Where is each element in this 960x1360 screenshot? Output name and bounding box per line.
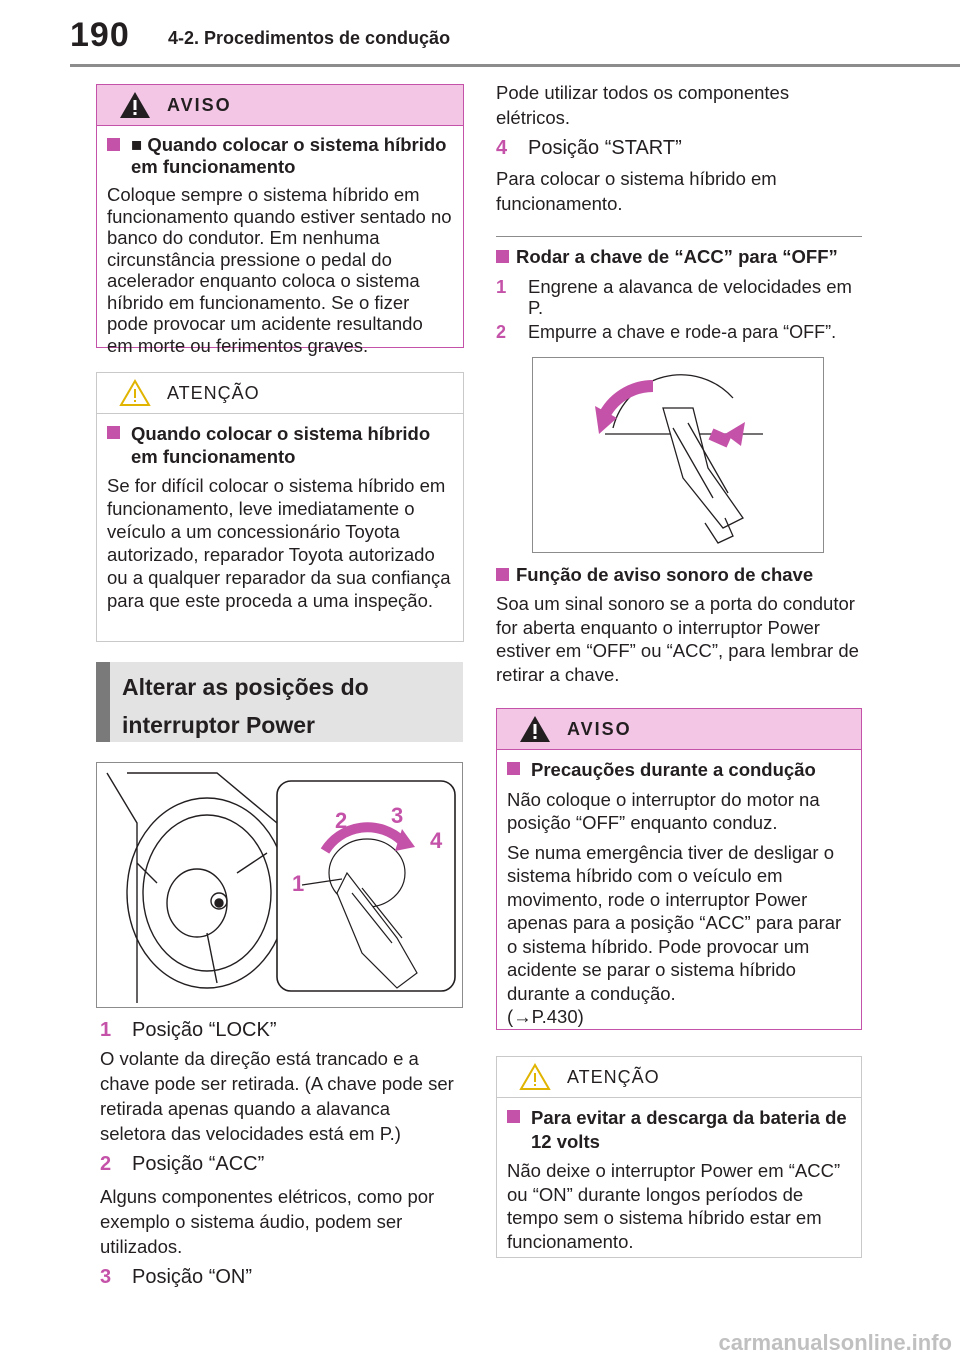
step-acc: 2 Posição “ACC”: [100, 1153, 265, 1175]
warning-box-text-2: Se numa emergência tiver de desligar o sistema híbrido com o veículo em movimento, rode o interruptor Power apenas para a posição “ACC” para parar o sistema híbrido. Pode provocar um acidente se parar o sistema híbrido durante a condução.: [507, 841, 842, 1004]
position-label-4: 4: [430, 828, 443, 853]
step-acc-desc: Alguns componentes elétricos, como por exemplo o sistema áudio, podem ser utilizados.: [100, 1186, 435, 1257]
caution-box-header: [497, 1057, 861, 1098]
caution-box-label: ATENÇÃO: [567, 1067, 660, 1087]
caution-triangle-icon: [519, 1063, 551, 1091]
step-start: 4 Posição “START”: [496, 137, 682, 159]
caution-box-text: Não deixe o interruptor Power em “ACC” ou “ON” durante longos períodos de tempo sem o sistema híbrido estar em funcionamento.: [507, 1160, 841, 1252]
square-bullet-icon: [496, 568, 509, 581]
rotate-left-arrow-icon: [603, 386, 653, 418]
push-arrow-icon: [711, 434, 729, 442]
square-bullet-icon: [107, 138, 120, 151]
caution-box-header: [97, 373, 463, 414]
key-rotation-illustration: [532, 357, 824, 553]
page-number: 190: [70, 16, 130, 54]
key-drawing: [533, 358, 823, 552]
caution-box-text: Se for difícil colocar o sistema híbrido em funcionamento, leve imediatamente o veículo a um concessionário Toyota autorizado, reparador Toyota autorizado ou a qualquer reparador da sua confiança para que este proceda a uma inspeção.: [107, 475, 451, 611]
warning-box-start: [96, 84, 464, 356]
header-rule: [70, 64, 960, 67]
caution-box-battery: [496, 1056, 862, 1258]
acc-step-1: 1 Engrene a alavanca de velocidades em P.: [496, 276, 852, 318]
section-title: 4-2. Procedimentos de condução: [168, 28, 451, 48]
power-switch-illustration: [96, 762, 463, 1008]
step-start-desc: Para colocar o sistema híbrido em funcionamento.: [496, 168, 777, 214]
warning-box-driving: [496, 708, 862, 1030]
warning-box-label: AVISO: [567, 719, 632, 739]
step-on: 3 Posição “ON”: [100, 1266, 253, 1288]
page-reference[interactable]: (→P.430): [507, 1006, 584, 1027]
caution-triangle-icon: [119, 379, 151, 407]
caution-box-subtitle: Quando colocar o sistema híbrido em funcionamento: [107, 422, 453, 468]
dashboard-drawing: [97, 763, 462, 1007]
section-heading: Alterar as posições do interruptor Power: [96, 662, 463, 742]
subhead-acc-off: Rodar a chave de “ACC” para “OFF”: [496, 246, 882, 268]
caution-box-label: ATENÇÃO: [167, 383, 260, 403]
position-label-2: 2: [335, 808, 348, 833]
step-lock-desc: O volante da direção está trancado e a chave pode ser retirada. (A chave pode ser retirada apenas quando a alavanca seletora das velocidades está em P.): [100, 1048, 454, 1144]
step-on-desc: Pode utilizar todos os componentes elétricos.: [496, 82, 790, 128]
warning-triangle-icon: [519, 715, 551, 743]
buzzer-desc: Soa um sinal sonoro se a porta do condutor for aberta enquanto o interruptor Power estiver em “OFF” ou “ACC”, para lembrar de retirar a chave.: [496, 593, 859, 685]
warning-box-label: AVISO: [167, 95, 232, 115]
caution-box-start: [96, 372, 464, 642]
caution-box-subtitle: Para evitar a descarga da bateria de 12 volts: [507, 1106, 851, 1153]
subhead-buzzer: Função de aviso sonoro de chave: [496, 564, 882, 586]
square-bullet-icon: [507, 762, 520, 775]
position-label-3: 3: [391, 803, 404, 828]
warning-box-text-1: Não coloque o interruptor do motor na posição “OFF” enquanto conduz.: [507, 788, 820, 833]
square-bullet-icon: [107, 426, 120, 439]
divider: [496, 236, 862, 237]
square-bullet-icon: [507, 1110, 520, 1123]
acc-step-2: 2 Empurre a chave e rode-a para “OFF”.: [496, 322, 837, 342]
warning-triangle-icon: [119, 91, 151, 119]
position-label-1: 1: [292, 871, 305, 896]
watermark: carmanualsonline.info: [718, 1330, 952, 1355]
square-bullet-icon: [496, 250, 509, 263]
warning-box-text: Coloque sempre o sistema híbrido em funcionamento quando estiver sentado no banco do condutor. Em nenhuma circunstância pressione o pedal do acelerador enquanto coloca o sistema híbrido em funcionamento. Se o fizer pode provocar um acidente resultando em morte ou ferimentos graves.: [107, 184, 452, 356]
warning-box-subtitle: Precauções durante a condução: [507, 758, 851, 782]
step-lock: 1 Posição “LOCK”: [100, 1019, 277, 1041]
warning-box-header: [497, 709, 861, 750]
warning-box-header: [97, 85, 463, 126]
warning-box-subtitle: ■ Quando colocar o sistema híbrido em funcionamento: [107, 134, 453, 178]
